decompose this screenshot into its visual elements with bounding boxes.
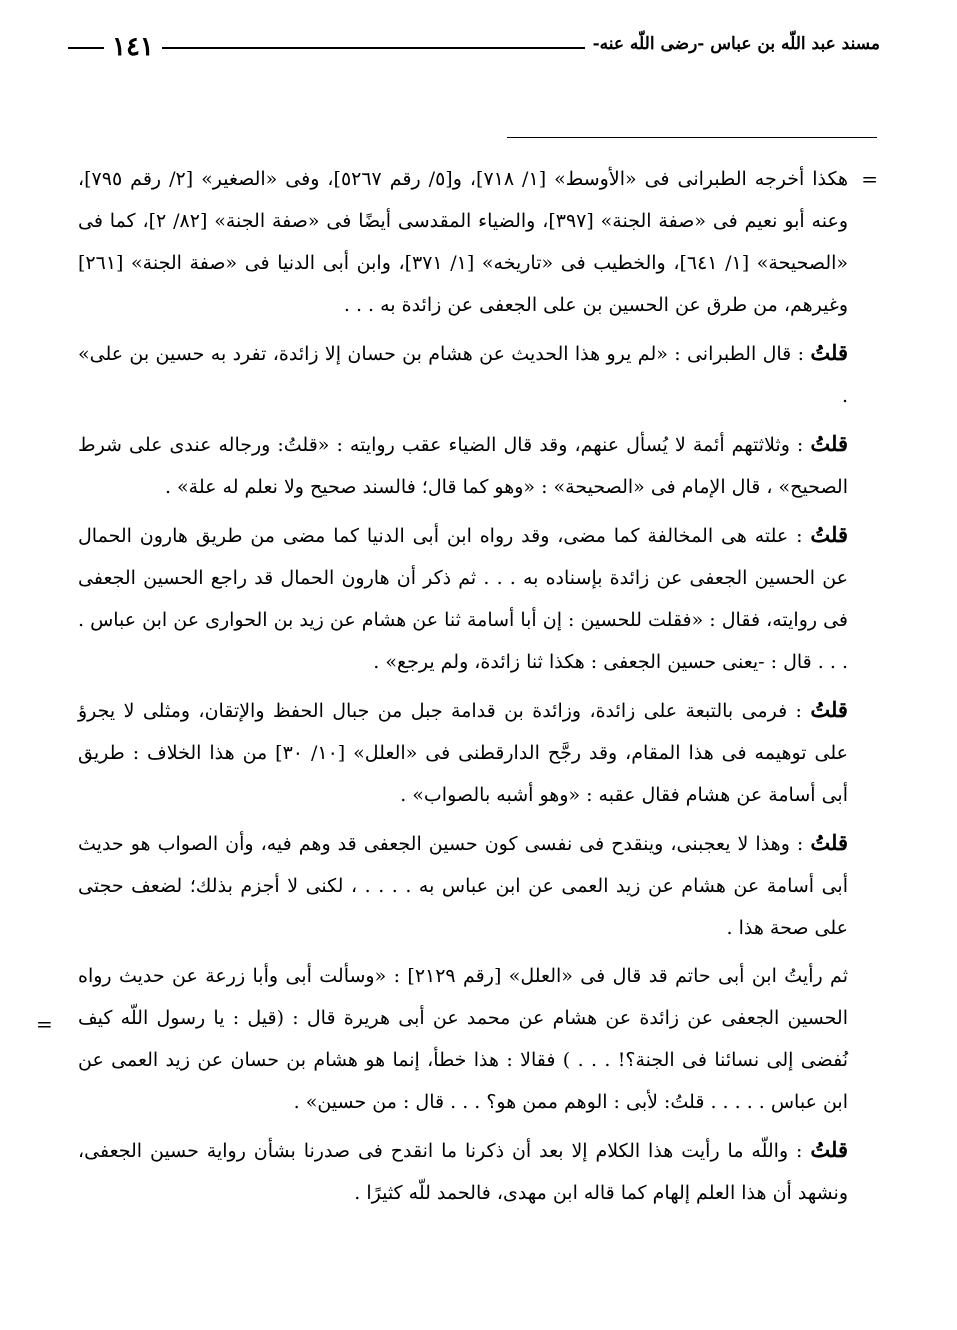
paragraph-text: هكذا أخرجه الطبرانى فى «الأوسط» [١/ ٧١٨]، و[٥/ رقم ٥٢٦٧]، وفى «الصغير» [٢/ رقم ٧٩٥]، وعنه أبو نعيم فى «صفة الجنة» [٣٩٧]، والضياء المقدسى أيضًا فى «صفة الجنة» [٨٢/ ٢]، كما فى «الصحيحة» [١/ ٦٤١]، والخطيب فى «تاريخه» [١/ ٣٧١]، وابن أبى الدنيا فى «صفة الجنة» [٢٦١] وغيرهم، من طرق عن الحسين بن على الجعفى عن زائدة به . . . bbox=[78, 168, 849, 316]
paragraph-text: : وهذا لا يعجبنى، وينقدح فى نفسى كون حسين الجعفى قد وهم فيه، وأن الصواب هو حديث أبى أسامة عن هشام عن زيد العمى عن ابن عباس به . . . . ، لكنى لا أجزم بذلك؛ لضعف حجتى على صحة هذا . bbox=[78, 833, 848, 939]
paragraph-3 bbox=[78, 423, 848, 508]
paragraph-6 bbox=[78, 822, 848, 949]
paragraph-text: ثم رأيتُ ابن أبى حاتم قد قال فى «العلل» [رقم ٢١٢٩] : «وسألت أبى وأبا زرعة عن حديث رواه الحسين الجعفى عن زائدة عن هشام عن محمد عن أبى هريرة قال : (قيل : يا رسول اللّه كيف نُفضى إلى نسائنا فى الجنة؟! . . . ) فقالا : هذا خطأ، إنما هو هشام بن حسان عن زيد العمى عن ابن عباس . . . . . قلتُ: لأبى : الوهم ممن هو؟ . . . قال : من حسين» . bbox=[78, 965, 848, 1113]
continuation-mark-start: = bbox=[861, 167, 878, 191]
continuation-mark-end: = bbox=[36, 1012, 53, 1036]
paragraph-7 bbox=[78, 955, 848, 1123]
paragraph-text: : علته هى المخالفة كما مضى، وقد رواه ابن أبى الدنيا كما مضى من طريق هارون الحمال عن الحسين الجعفى عن زائدة بإسناده به . . . ثم ذكر أن هارون الحمال قد راجع الحسين الجعفى فى روايته، فقال : «فقلت للحسين : إن أبا أسامة ثنا عن هشام عن زيد بن الحوارى عن ابن عباس . . . . قال : -يعنى حسين الجعفى : هكذا ثنا زائدة، ولم يرجع» . bbox=[78, 525, 849, 673]
paragraph-4 bbox=[78, 514, 848, 683]
paragraph-text: : وثلاثتهم أئمة لا يُسأل عنهم، وقد قال الضياء عقب روايته : «قلتُ: ورجاله عندى على شرط الصحيح» ، قال الإمام فى «الصحيحة» : «وهو كما قال؛ فالسند صحيح ولا نعلم له علة» . bbox=[78, 434, 848, 498]
paragraph-lead: قلتُ bbox=[810, 340, 848, 365]
footnote-body bbox=[78, 158, 878, 1220]
paragraph-text: : قال الطبرانى : «لم يرو هذا الحديث عن هشام بن حسان إلا زائدة، تفرد به حسين بن على» . bbox=[78, 343, 848, 407]
paragraph-text: : واللّه ما رأيت هذا الكلام إلا بعد أن ذكرنا ما انقدح فى صدرنا بشأن رواية حسين الجعفى، ونشهد أن هذا العلم إلهام كما قاله ابن مهدى، فالحمد للّه كثيرًا . bbox=[78, 1140, 848, 1204]
footnote-separator bbox=[507, 137, 877, 138]
paragraph-lead: قلتُ bbox=[810, 431, 848, 456]
paragraph-lead: قلتُ bbox=[810, 1137, 848, 1162]
paragraph-5 bbox=[78, 689, 848, 816]
paragraph-lead: قلتُ bbox=[810, 697, 848, 722]
paragraph-8 bbox=[78, 1129, 848, 1214]
paragraph-2 bbox=[78, 332, 848, 417]
paragraph-lead: قلتُ bbox=[810, 830, 848, 855]
page-number: ١٤١ bbox=[104, 30, 162, 64]
paragraph-lead: قلتُ bbox=[810, 522, 849, 547]
header-title: مسند عبد اللّه بن عباس -رضى اللّه عنه- bbox=[585, 34, 880, 54]
running-header bbox=[68, 30, 880, 66]
paragraph-1 bbox=[78, 158, 848, 326]
paragraph-text: : فرمى بالتبعة على زائدة، وزائدة بن قدامة جبل من جبال الحفظ والإتقان، ومثلى لا يجرؤ على توهيمه فى هذا المقام، وقد رجَّح الدارقطنى فى «العلل» [١٠/ ٣٠] من هذا الخلاف : طريق أبى أسامة عن هشام فقال عقبه : «وهو أشبه بالصواب» . bbox=[78, 700, 848, 806]
